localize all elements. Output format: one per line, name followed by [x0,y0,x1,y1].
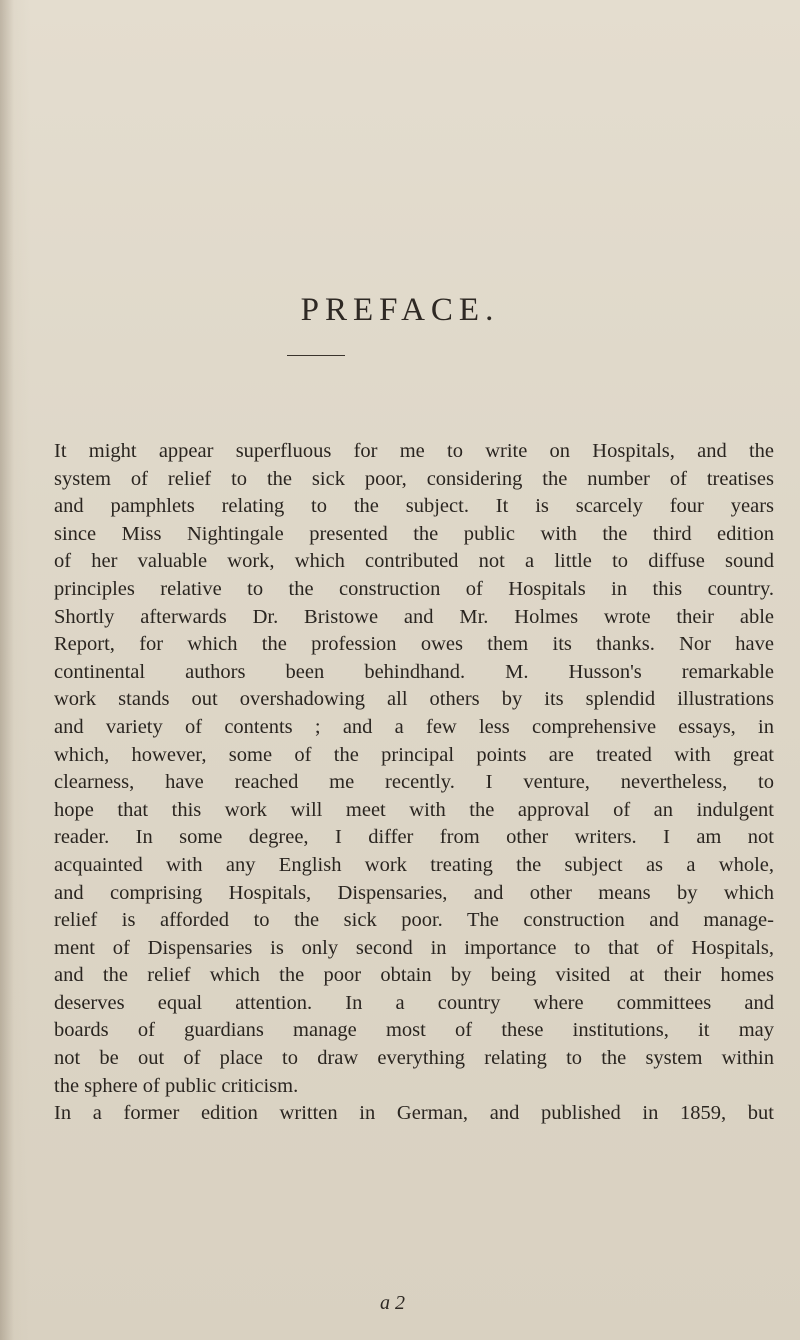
text-line: and pamphlets relating to the subject. It is scarcely four years [54,495,774,518]
text-line: which, however, some of the principal points are treated with great [54,743,774,766]
text-line: relief is afforded to the sick poor. The construction and manage- [54,909,774,932]
text-line: not be out of place to draw everything relating to the system within [54,1047,774,1070]
preface-text [54,438,774,1128]
signature-mark: a 2 [380,1292,405,1314]
text-line: system of relief to the sick poor, considering the number of treatises [54,467,774,490]
text-line: and the relief which the poor obtain by being visited at their homes [54,964,774,987]
page-title: PREFACE. [300,292,500,328]
text-line: hope that this work will meet with the approval of an indulgent [54,798,774,821]
text-line: since Miss Nightingale presented the public with the third edition [54,522,774,545]
text-line: continental authors been behindhand. M. Husson's remarkable [54,660,774,683]
text-line: and variety of contents ; and a few less comprehensive essays, in [54,715,774,738]
text-line: It might appear superfluous for me to write on Hospitals, and the [54,440,774,462]
text-line: of her valuable work, which contributed not a little to diffuse sound [54,550,774,573]
text-line: principles relative to the construction of Hospitals in this country. [54,577,774,600]
text-line: work stands out overshadowing all others by its splendid illustrations [54,688,774,711]
text-line: In a former edition written in German, and published in 1859, but [54,1102,774,1125]
text-line: boards of guardians manage most of these institutions, it may [54,1019,774,1042]
text-line: Report, for which the profession owes them its thanks. Nor have [54,633,774,656]
text-line: Shortly afterwards Dr. Bristowe and Mr. Holmes wrote their able [54,605,774,628]
text-line: acquainted with any English work treating the subject as a whole, [54,853,774,876]
text-line: and comprising Hospitals, Dispensaries, and other means by which [54,881,774,904]
text-line: deserves equal attention. In a country where committees and [54,991,774,1014]
text-line: clearness, have reached me recently. I venture, nevertheless, to [54,771,774,794]
title-rule [287,355,345,356]
text-line: the sphere of public criticism. [54,1074,299,1097]
text-line: ment of Dispensaries is only second in importance to that of Hospitals, [54,936,774,959]
text-line: reader. In some degree, I differ from other writers. I am not [54,826,774,849]
